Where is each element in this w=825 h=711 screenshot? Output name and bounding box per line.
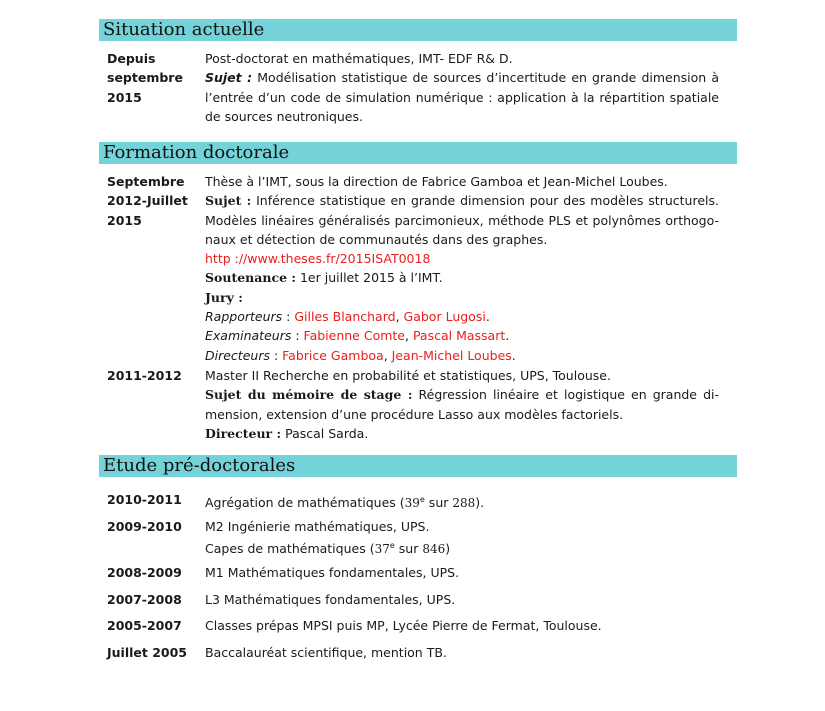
rapporteurs-label: Rapporteurs	[205, 309, 283, 325]
stage-label: Sujet du mémoire de stage :	[205, 387, 413, 403]
phd-sujet: Inférence statistique en grande dimension pour des modèles structurels.	[256, 193, 719, 209]
situation-desc	[205, 49, 719, 126]
thesis-link[interactable]: http ://www.theses.fr/2015ISAT0018	[205, 251, 431, 267]
directeurs-label: Directeurs	[205, 347, 270, 363]
master-line1: Master II Recherche en probabilité et statistiques, UPS, Toulouse.	[205, 368, 611, 383]
jury-label: Jury :	[205, 289, 243, 305]
directeur-link-1[interactable]: Fabrice Gamboa	[282, 347, 384, 363]
etude-text: Agrégation de mathématiques (39e sur 288).	[205, 495, 485, 511]
master-date: 2011-2012	[107, 368, 182, 383]
examinateur-link-2[interactable]: Pascal Massart	[412, 328, 506, 344]
phd-sujet-label: Sujet :	[205, 193, 252, 209]
phd-line3: Modèles linéaires généralisés parcimonieux, méthode PLS et polynômes orthogo-	[205, 212, 719, 228]
section-header-formation: Formation doctorale	[99, 142, 737, 164]
etude-text: M2 Ingénierie mathématiques, UPS.	[205, 519, 430, 534]
situation-sujet-l2: l’entrée d’un code de simulation numérique : application à la répartition spatiale	[205, 89, 719, 105]
etude-text: L3 Mathématiques fondamentales, UPS.	[205, 592, 456, 607]
phd-desc: Thèse à l’IMT, sous la direction de Fabrice Gamboa et Jean-Michel Loubes. Sujet : Inférence statistique en grande dimension pour des modèles structurels. Modèles linéaires généralisés parcimonieux, méthode PLS et polynômes orthogo- naux et détection de communautés dans des graphes. http ://www.theses.fr/2015ISAT0018 Soutenance : 1er juillet 2015 à l’IMT. Jury : Rapporteurs : Gilles Blanchard, Gabor Lugosi. Examinateurs : Fabienne Comte, Pascal Massart. Directeurs : Fabrice Gamboa, Jean-Michel Loubes.	[205, 174, 719, 363]
phd-date: Septembre 2012-Juillet 2015	[107, 174, 188, 228]
examinateurs-label: Examinateurs	[205, 328, 292, 344]
etude-text-2: Capes de mathématiques (37e sur 846)	[205, 541, 451, 557]
etude-text: M1 Mathématiques fondamentales, UPS.	[205, 565, 460, 580]
etude-date: 2007-2008	[107, 592, 182, 607]
etude-date: 2005-2007	[107, 618, 182, 633]
soutenance-value: 1er juillet 2015 à l’IMT.	[299, 270, 443, 286]
situation-sujet-l1: Modélisation statistique de sources d’incertitude en grande dimension à	[257, 70, 719, 86]
etude-text: Classes prépas MPSI puis MP, Lycée Pierre de Fermat, Toulouse.	[205, 618, 602, 633]
directeur-link-2[interactable]: Jean-Michel Loubes	[391, 347, 512, 363]
situation-sujet-l3: de sources neutroniques.	[205, 108, 363, 124]
master-directeur-value: Pascal Sarda.	[285, 425, 369, 441]
examinateur-link-1[interactable]: Fabienne Comte	[303, 328, 405, 344]
etude-date: Juillet 2005	[107, 645, 187, 660]
master-directeur-label: Directeur :	[205, 425, 282, 441]
situation-line1: Post-doctorat en mathématiques, IMT- EDF R& D.	[205, 51, 513, 66]
soutenance-label: Soutenance :	[205, 270, 296, 286]
stage-line2: mension, extension d’une procédure Lasso aux modèles factoriels.	[205, 406, 624, 422]
section-header-etudes: Etude pré-doctorales	[99, 455, 737, 477]
rapporteur-link-1[interactable]: Gilles Blanchard	[294, 309, 396, 325]
phd-line1: Thèse à l’IMT, sous la direction de Fabrice Gamboa et Jean-Michel Loubes.	[205, 174, 668, 189]
stage-line1: Régression linéaire et logistique en grande di-	[418, 387, 719, 403]
section-header-situation: Situation actuelle	[99, 19, 737, 41]
phd-line4: naux et détection de communautés dans des graphes.	[205, 231, 548, 247]
master-desc	[205, 366, 719, 443]
etude-date: 2009-2010	[107, 519, 182, 534]
sujet-label: Sujet :	[205, 70, 253, 86]
etude-date: 2008-2009	[107, 565, 182, 580]
rapporteur-link-2[interactable]: Gabor Lugosi	[403, 309, 486, 325]
etude-date: 2010-2011	[107, 492, 182, 507]
situation-date: Depuis septembre 2015	[107, 51, 183, 105]
etude-text: Baccalauréat scientifique, mention TB.	[205, 645, 447, 660]
